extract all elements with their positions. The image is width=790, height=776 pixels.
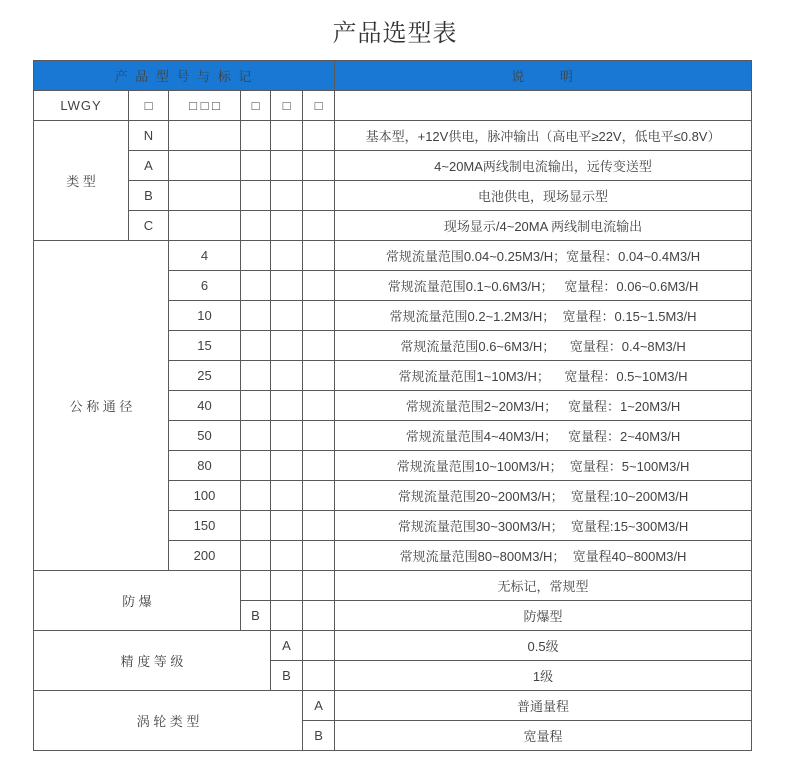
table-row: [34, 241, 752, 271]
table-row: [34, 121, 752, 151]
turbine-code-cell: B: [303, 721, 335, 751]
explosion-code-cell: B: [241, 601, 271, 631]
diameter-size-cell: 100: [169, 481, 241, 511]
mark-box-5: □: [303, 91, 335, 121]
diameter-desc-cell: 常规流量范围0.6~6M3/H； 宽量程：0.4~8M3/H: [335, 331, 752, 361]
accuracy-desc-cell: 0.5级: [335, 631, 752, 661]
diameter-size-cell: 40: [169, 391, 241, 421]
type-desc-cell: 电池供电，现场显示型: [335, 181, 752, 211]
header-desc-label: 说 明: [335, 61, 752, 91]
type-code-cell: B: [129, 181, 169, 211]
accuracy-code-cell: A: [271, 631, 303, 661]
model-desc-cell: [335, 91, 752, 121]
turbine-desc-cell: 宽量程: [335, 721, 752, 751]
type-code-cell: N: [129, 121, 169, 151]
turbine-code-cell: A: [303, 691, 335, 721]
diameter-size-cell: 25: [169, 361, 241, 391]
type-code-cell: C: [129, 211, 169, 241]
section-label-type: 类 型: [34, 121, 129, 241]
diameter-desc-cell: 常规流量范围0.1~0.6M3/H； 宽量程：0.06~0.6M3/H: [335, 271, 752, 301]
type-desc-cell: 基本型，+12V供电，脉冲输出（高电平≥22V，低电平≤0.8V）: [335, 121, 752, 151]
mark-box-4: □: [271, 91, 303, 121]
diameter-size-cell: 15: [169, 331, 241, 361]
section-label-diameter: 公 称 通 径: [34, 241, 169, 571]
accuracy-desc-cell: 1级: [335, 661, 752, 691]
accuracy-code-cell: B: [271, 661, 303, 691]
diameter-size-cell: 80: [169, 451, 241, 481]
diameter-size-cell: 4: [169, 241, 241, 271]
mark-box-2: □ □ □: [169, 91, 241, 121]
explosion-desc-cell: 防爆型: [335, 601, 752, 631]
explosion-code-cell: [241, 571, 271, 601]
table-row: [34, 571, 752, 601]
diameter-desc-cell: 常规流量范围10~100M3/H； 宽量程：5~100M3/H: [335, 451, 752, 481]
diameter-desc-cell: 常规流量范围30~300M3/H； 宽量程:15~300M3/H: [335, 511, 752, 541]
page-title: 产品选型表: [332, 20, 458, 47]
section-label-turbine: 涡 轮 类 型: [34, 691, 303, 751]
section-label-explosion: 防 爆: [34, 571, 241, 631]
diameter-desc-cell: 常规流量范围0.04~0.25M3/H；宽量程：0.04~0.4M3/H: [335, 241, 752, 271]
diameter-desc-cell: 常规流量范围4~40M3/H； 宽量程：2~40M3/H: [335, 421, 752, 451]
type-desc-cell: 4~20MA两线制电流输出，远传变送型: [335, 151, 752, 181]
mark-box-1: □: [129, 91, 169, 121]
diameter-desc-cell: 常规流量范围20~200M3/H； 宽量程:10~200M3/H: [335, 481, 752, 511]
table-row: [34, 691, 752, 721]
diameter-size-cell: 10: [169, 301, 241, 331]
diameter-desc-cell: 常规流量范围80~800M3/H； 宽量程40~800M3/H: [335, 541, 752, 571]
table-row: [34, 631, 752, 661]
model-mark-row: [34, 91, 752, 121]
table-row: [34, 151, 752, 181]
type-desc-cell: 现场显示/4~20MA 两线制电流输出: [335, 211, 752, 241]
header-model-label: 产 品 型 号 与 标 记: [34, 61, 335, 91]
explosion-desc-cell: 无标记，常规型: [335, 571, 752, 601]
model-name: LWGY: [34, 91, 129, 121]
table-row: [34, 211, 752, 241]
type-code-cell: A: [129, 151, 169, 181]
diameter-desc-cell: 常规流量范围1~10M3/H； 宽量程：0.5~10M3/H: [335, 361, 752, 391]
mark-box-3: □: [241, 91, 271, 121]
diameter-size-cell: 50: [169, 421, 241, 451]
section-label-accuracy: 精 度 等 级: [34, 631, 271, 691]
diameter-size-cell: 200: [169, 541, 241, 571]
diameter-desc-cell: 常规流量范围0.2~1.2M3/H； 宽量程：0.15~1.5M3/H: [335, 301, 752, 331]
product-selection-table: [33, 60, 752, 751]
diameter-size-cell: 6: [169, 271, 241, 301]
diameter-desc-cell: 常规流量范围2~20M3/H； 宽量程：1~20M3/H: [335, 391, 752, 421]
header-row: [34, 61, 752, 91]
turbine-desc-cell: 普通量程: [335, 691, 752, 721]
diameter-size-cell: 150: [169, 511, 241, 541]
table-row: [34, 181, 752, 211]
